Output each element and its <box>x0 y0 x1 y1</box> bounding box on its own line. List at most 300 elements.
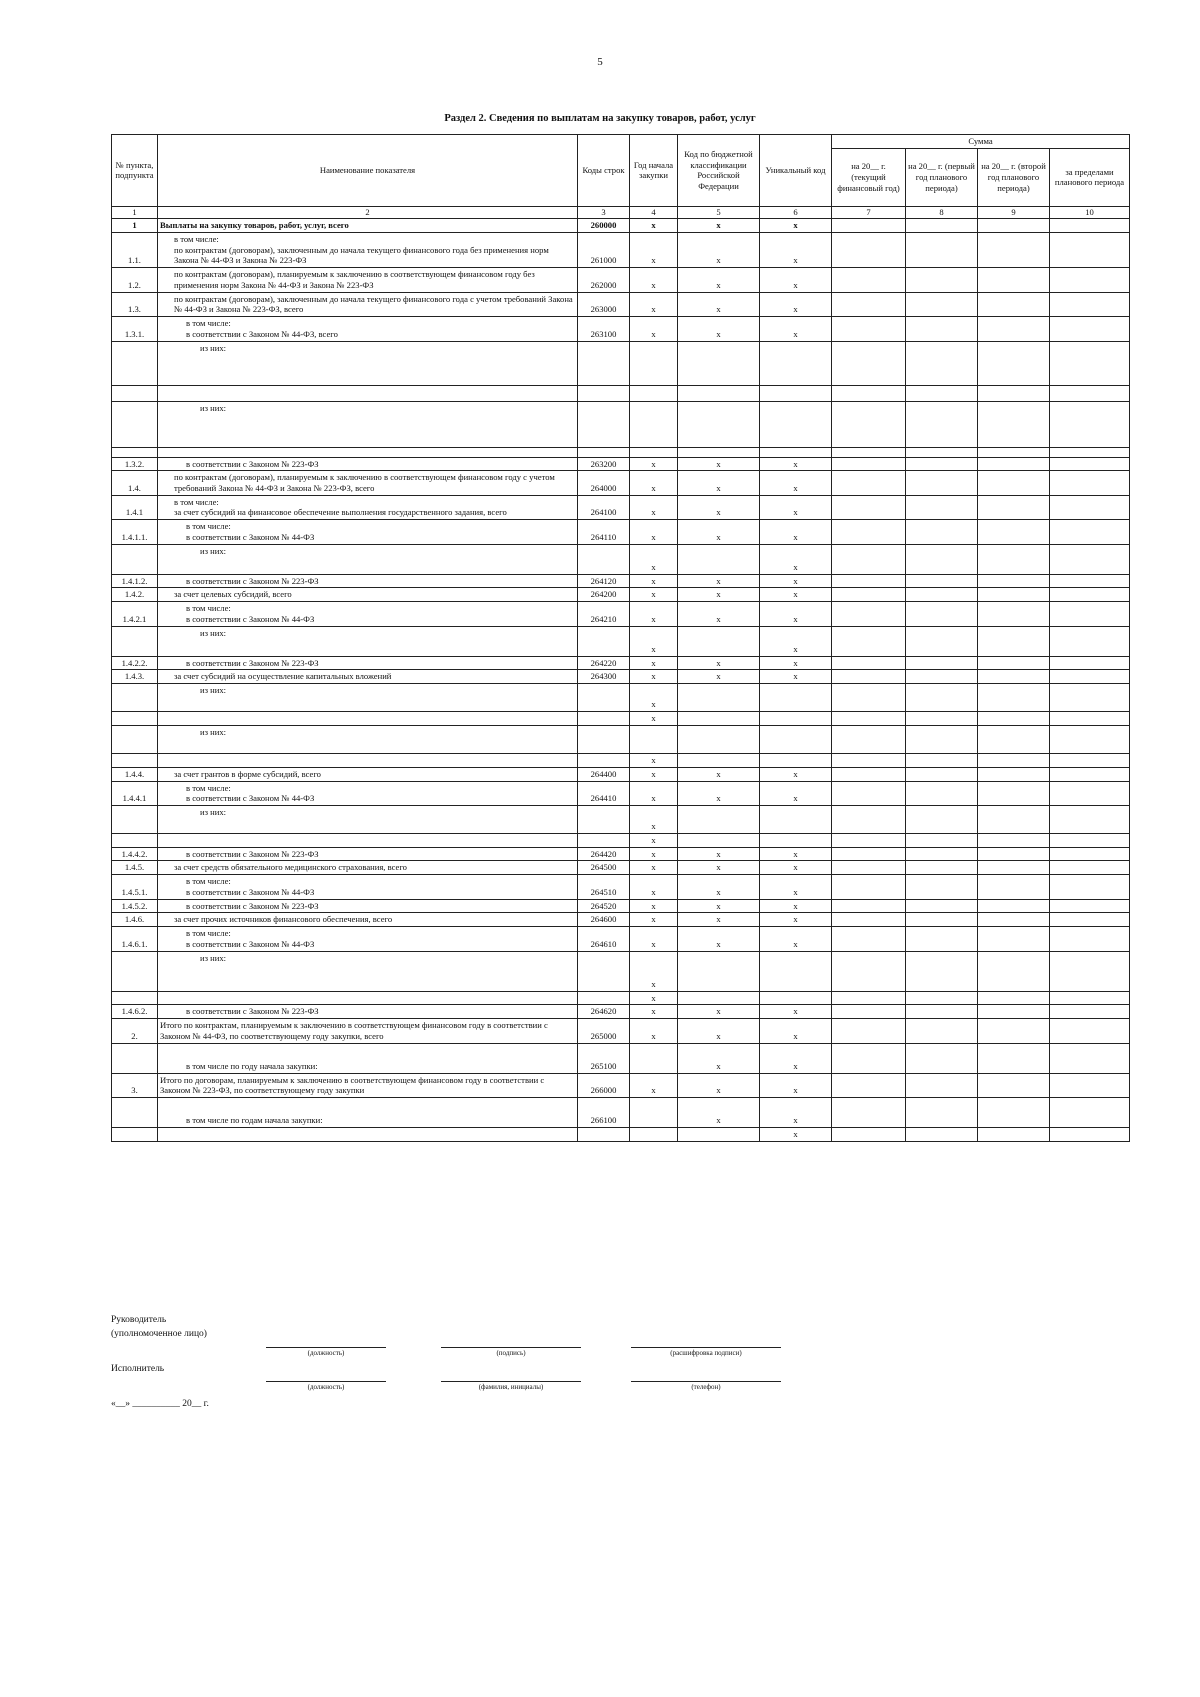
table-row <box>112 1019 1130 1043</box>
cell-budget-code <box>678 401 760 447</box>
cell-start-year <box>630 725 678 753</box>
cell-sum-value <box>978 1019 1050 1043</box>
table-row <box>112 341 1130 385</box>
cell-unique-code <box>760 341 832 385</box>
cell-sum-value <box>906 1098 978 1128</box>
cell-unique-code: x <box>760 656 832 670</box>
cell-indicator-name: в том числе по году начала закупки: <box>158 1043 578 1073</box>
cell-line-code: 265100 <box>578 1043 630 1073</box>
table-row <box>112 684 1130 712</box>
cell-sum-value <box>1050 219 1130 233</box>
cell-budget-code: x <box>678 457 760 471</box>
executor-name-line <box>441 1381 581 1382</box>
cell-item-number: 1.3.1. <box>112 317 158 341</box>
cell-unique-code: x <box>760 544 832 574</box>
decoding-line <box>631 1347 781 1348</box>
cell-sum-value <box>978 471 1050 495</box>
cell-unique-code: x <box>760 602 832 626</box>
table-row <box>112 913 1130 927</box>
cell-indicator-name: по контрактам (договорам), планируемым к заключению в соответствующем финансовом году с учетом требований Закона № 44-ФЗ и Закона № 223-ФЗ, всего <box>158 471 578 495</box>
cell-unique-code: x <box>760 1098 832 1128</box>
table-row <box>112 520 1130 544</box>
cell-line-code: 264000 <box>578 471 630 495</box>
cell-sum-value <box>978 725 1050 753</box>
cell-sum-value <box>1050 875 1130 899</box>
table-row <box>112 626 1130 656</box>
cell-item-number <box>112 725 158 753</box>
cell-budget-code: x <box>678 1098 760 1128</box>
header-budget-classification-code: Код по бюджетной классификации Российской Федерации <box>678 135 760 207</box>
cell-indicator-name: в том числе по годам начала закупки: <box>158 1098 578 1128</box>
cell-line-code <box>578 544 630 574</box>
cell-unique-code: x <box>760 219 832 233</box>
cell-line-code <box>578 1128 630 1142</box>
phone-caption: (телефон) <box>691 1383 721 1391</box>
cell-sum-value <box>906 401 978 447</box>
cell-indicator-name: в том числе: в соответствии с Законом № 44-ФЗ, всего <box>158 317 578 341</box>
table-row <box>112 781 1130 805</box>
cell-start-year: x <box>630 861 678 875</box>
table-row <box>112 656 1130 670</box>
position-line <box>266 1347 386 1348</box>
table-body <box>112 219 1130 1142</box>
cell-start-year: x <box>630 588 678 602</box>
cell-sum-value <box>1050 656 1130 670</box>
cell-indicator-name: в соответствии с Законом № 223-ФЗ <box>158 574 578 588</box>
cell-start-year <box>630 1128 678 1142</box>
cell-budget-code <box>678 712 760 726</box>
cell-unique-code <box>760 753 832 767</box>
cell-sum-value <box>832 457 906 471</box>
cell-sum-value <box>906 544 978 574</box>
cell-sum-value <box>832 712 906 726</box>
cell-indicator-name: в том числе: в соответствии с Законом № 44-ФЗ <box>158 927 578 951</box>
cell-sum-value <box>906 317 978 341</box>
cell-line-code: 264100 <box>578 495 630 519</box>
section-title: Раздел 2. Сведения по выплатам на закупку товаров, работ, услуг <box>444 113 756 124</box>
cell-sum-value <box>978 834 1050 848</box>
cell-sum-value <box>832 495 906 519</box>
cell-sum-value <box>1050 767 1130 781</box>
cell-budget-code <box>678 385 760 401</box>
table-row <box>112 899 1130 913</box>
cell-item-number: 1.4.6.2. <box>112 1005 158 1019</box>
table-row <box>112 875 1130 899</box>
decoding-caption: (расшифровка подписи) <box>670 1349 742 1357</box>
cell-item-number: 1.4.4. <box>112 767 158 781</box>
cell-start-year: x <box>630 847 678 861</box>
cell-sum-value <box>1050 913 1130 927</box>
cell-sum-value <box>1050 520 1130 544</box>
table-row <box>112 991 1130 1005</box>
cell-budget-code <box>678 447 760 457</box>
column-number-row <box>112 206 1130 218</box>
cell-sum-value <box>978 495 1050 519</box>
cell-indicator-name <box>158 447 578 457</box>
cell-unique-code: x <box>760 232 832 267</box>
cell-start-year: x <box>630 1019 678 1043</box>
cell-indicator-name: в соответствии с Законом № 223-ФЗ <box>158 899 578 913</box>
table-row <box>112 1098 1130 1128</box>
cell-item-number: 1.2. <box>112 268 158 292</box>
cell-unique-code: x <box>760 292 832 316</box>
cell-line-code: 265000 <box>578 1019 630 1043</box>
table-row <box>112 670 1130 684</box>
cell-sum-value <box>1050 1073 1130 1097</box>
cell-unique-code: x <box>760 495 832 519</box>
cell-sum-value <box>832 471 906 495</box>
cell-sum-value <box>1050 292 1130 316</box>
cell-sum-value <box>906 1128 978 1142</box>
cell-indicator-name: в том числе: в соответствии с Законом № 44-ФЗ <box>158 520 578 544</box>
column-number: 10 <box>1050 206 1130 218</box>
cell-start-year: x <box>630 875 678 899</box>
cell-start-year <box>630 1043 678 1073</box>
cell-indicator-name: Итого по договорам, планируемым к заключению в соответствующем финансовом году в соответствии с Законом № 223-ФЗ, по соответствующему году закупки <box>158 1073 578 1097</box>
column-number: 8 <box>906 206 978 218</box>
cell-sum-value <box>978 806 1050 834</box>
cell-unique-code <box>760 725 832 753</box>
cell-line-code <box>578 991 630 1005</box>
executor-name-caption: (фамилия, инициалы) <box>478 1383 544 1391</box>
cell-sum-value <box>1050 861 1130 875</box>
column-number: 3 <box>578 206 630 218</box>
cell-line-code: 263100 <box>578 317 630 341</box>
cell-unique-code: x <box>760 317 832 341</box>
cell-item-number <box>112 626 158 656</box>
cell-start-year: x <box>630 457 678 471</box>
cell-sum-value <box>1050 753 1130 767</box>
cell-indicator-name: в том числе: по контрактам (договорам), заключенным до начала текущего финансового года без применения норм Закона № 44-ФЗ и Закона № 223-ФЗ <box>158 232 578 267</box>
cell-sum-value <box>906 626 978 656</box>
cell-budget-code <box>678 684 760 712</box>
cell-start-year: x <box>630 471 678 495</box>
cell-item-number <box>112 991 158 1005</box>
cell-indicator-name: за счет грантов в форме субсидий, всего <box>158 767 578 781</box>
cell-sum-value <box>1050 927 1130 951</box>
cell-sum-value <box>978 574 1050 588</box>
cell-item-number: 2. <box>112 1019 158 1043</box>
cell-sum-value <box>832 834 906 848</box>
cell-line-code: 264210 <box>578 602 630 626</box>
cell-unique-code: x <box>760 1073 832 1097</box>
cell-sum-value <box>1050 588 1130 602</box>
cell-sum-value <box>832 684 906 712</box>
cell-sum-value <box>832 268 906 292</box>
executor-position-line <box>266 1381 386 1382</box>
cell-start-year: x <box>630 544 678 574</box>
cell-unique-code: x <box>760 781 832 805</box>
cell-sum-value <box>906 457 978 471</box>
cell-sum-value <box>832 991 906 1005</box>
cell-line-code <box>578 712 630 726</box>
cell-item-number <box>112 447 158 457</box>
cell-unique-code <box>760 684 832 712</box>
cell-sum-value <box>906 847 978 861</box>
cell-sum-value <box>978 1128 1050 1142</box>
cell-unique-code <box>760 447 832 457</box>
cell-unique-code: x <box>760 899 832 913</box>
cell-budget-code: x <box>678 574 760 588</box>
cell-sum-value <box>906 767 978 781</box>
cell-sum-value <box>832 292 906 316</box>
cell-sum-value <box>906 670 978 684</box>
cell-sum-value <box>832 913 906 927</box>
cell-sum-value <box>832 232 906 267</box>
cell-start-year: x <box>630 232 678 267</box>
cell-line-code: 266100 <box>578 1098 630 1128</box>
table-row <box>112 861 1130 875</box>
cell-sum-value <box>832 544 906 574</box>
header-beyond-plan-period: за пределами планового периода <box>1050 148 1130 206</box>
cell-item-number: 1.4.1 <box>112 495 158 519</box>
cell-line-code <box>578 834 630 848</box>
cell-start-year: x <box>630 712 678 726</box>
cell-item-number: 1.4.6. <box>112 913 158 927</box>
header-first-plan-year: на 20__ г. (первый год планового периода) <box>906 148 978 206</box>
cell-line-code <box>578 684 630 712</box>
table-row <box>112 385 1130 401</box>
cell-start-year: x <box>630 602 678 626</box>
cell-unique-code: x <box>760 861 832 875</box>
head-label: Руководитель <box>111 1315 167 1325</box>
cell-indicator-name: из них: <box>158 951 578 991</box>
phone-line <box>631 1381 781 1382</box>
cell-sum-value <box>906 806 978 834</box>
cell-unique-code: x <box>760 1005 832 1019</box>
cell-sum-value <box>906 1005 978 1019</box>
cell-sum-value <box>906 341 978 385</box>
cell-sum-value <box>906 588 978 602</box>
cell-budget-code: x <box>678 847 760 861</box>
table-row <box>112 767 1130 781</box>
cell-line-code <box>578 401 630 447</box>
cell-sum-value <box>832 899 906 913</box>
table-row <box>112 1073 1130 1097</box>
cell-indicator-name: Выплаты на закупку товаров, работ, услуг, всего <box>158 219 578 233</box>
cell-start-year: x <box>630 753 678 767</box>
cell-unique-code <box>760 806 832 834</box>
table-row <box>112 951 1130 991</box>
table-row <box>112 806 1130 834</box>
cell-budget-code: x <box>678 268 760 292</box>
cell-start-year: x <box>630 520 678 544</box>
cell-line-code: 264500 <box>578 861 630 875</box>
cell-item-number: 1.4.4.2. <box>112 847 158 861</box>
cell-start-year: x <box>630 767 678 781</box>
cell-start-year: x <box>630 317 678 341</box>
table-row <box>112 1005 1130 1019</box>
cell-sum-value <box>906 268 978 292</box>
cell-budget-code: x <box>678 602 760 626</box>
cell-sum-value <box>978 1098 1050 1128</box>
cell-indicator-name: в том числе: в соответствии с Законом № 44-ФЗ <box>158 602 578 626</box>
cell-sum-value <box>906 725 978 753</box>
signature-caption: (подпись) <box>496 1349 526 1357</box>
cell-indicator-name: за счет целевых субсидий, всего <box>158 588 578 602</box>
cell-sum-value <box>906 385 978 401</box>
cell-budget-code: x <box>678 1005 760 1019</box>
table-row <box>112 544 1130 574</box>
head-label-authorized: (уполномоченное лицо) <box>111 1329 207 1339</box>
cell-sum-value <box>1050 268 1130 292</box>
cell-item-number: 1.4.2.1 <box>112 602 158 626</box>
cell-sum-value <box>906 520 978 544</box>
cell-sum-value <box>1050 847 1130 861</box>
executor-position-caption: (должность) <box>307 1383 345 1391</box>
cell-indicator-name: из них: <box>158 684 578 712</box>
cell-sum-value <box>906 1043 978 1073</box>
cell-item-number: 1.4.3. <box>112 670 158 684</box>
cell-sum-value <box>832 1005 906 1019</box>
table-row <box>112 292 1130 316</box>
column-number: 4 <box>630 206 678 218</box>
cell-sum-value <box>906 875 978 899</box>
cell-sum-value <box>978 847 1050 861</box>
cell-sum-value <box>1050 317 1130 341</box>
cell-sum-value <box>978 899 1050 913</box>
cell-start-year: x <box>630 626 678 656</box>
cell-sum-value <box>1050 670 1130 684</box>
cell-sum-value <box>978 447 1050 457</box>
cell-sum-value <box>832 753 906 767</box>
cell-budget-code: x <box>678 1043 760 1073</box>
cell-sum-value <box>832 219 906 233</box>
cell-sum-value <box>1050 457 1130 471</box>
cell-start-year: x <box>630 899 678 913</box>
cell-sum-value <box>832 520 906 544</box>
cell-item-number: 1.1. <box>112 232 158 267</box>
cell-unique-code: x <box>760 588 832 602</box>
cell-sum-value <box>978 1005 1050 1019</box>
cell-item-number: 1.4.2.2. <box>112 656 158 670</box>
cell-sum-value <box>1050 899 1130 913</box>
cell-line-code <box>578 341 630 385</box>
cell-line-code: 264200 <box>578 588 630 602</box>
cell-indicator-name: в том числе: в соответствии с Законом № 44-ФЗ <box>158 781 578 805</box>
cell-sum-value <box>978 219 1050 233</box>
table-row <box>112 317 1130 341</box>
cell-unique-code <box>760 834 832 848</box>
executor-label: Исполнитель <box>111 1364 165 1374</box>
cell-sum-value <box>832 875 906 899</box>
cell-line-code <box>578 385 630 401</box>
cell-sum-value <box>906 219 978 233</box>
cell-budget-code: x <box>678 292 760 316</box>
cell-unique-code: x <box>760 1043 832 1073</box>
cell-sum-value <box>906 712 978 726</box>
cell-item-number <box>112 401 158 447</box>
table-row <box>112 268 1130 292</box>
cell-unique-code: x <box>760 670 832 684</box>
column-number: 9 <box>978 206 1050 218</box>
cell-sum-value <box>832 951 906 991</box>
cell-unique-code: x <box>760 520 832 544</box>
header-indicator-name: Наименование показателя <box>158 135 578 207</box>
cell-sum-value <box>978 544 1050 574</box>
cell-unique-code: x <box>760 913 832 927</box>
table-row <box>112 927 1130 951</box>
cell-budget-code: x <box>678 1073 760 1097</box>
cell-sum-value <box>1050 991 1130 1005</box>
cell-unique-code: x <box>760 927 832 951</box>
cell-budget-code: x <box>678 861 760 875</box>
cell-sum-value <box>1050 341 1130 385</box>
cell-sum-value <box>906 753 978 767</box>
cell-sum-value <box>978 520 1050 544</box>
cell-indicator-name: в соответствии с Законом № 223-ФЗ <box>158 656 578 670</box>
cell-line-code <box>578 447 630 457</box>
cell-sum-value <box>978 457 1050 471</box>
column-number: 5 <box>678 206 760 218</box>
cell-start-year: x <box>630 991 678 1005</box>
cell-sum-value <box>832 725 906 753</box>
table-row <box>112 457 1130 471</box>
cell-line-code: 260000 <box>578 219 630 233</box>
cell-sum-value <box>978 385 1050 401</box>
cell-indicator-name: в том числе: в соответствии с Законом № 44-ФЗ <box>158 875 578 899</box>
date-line: «__» __________ 20__ г. <box>111 1399 209 1409</box>
cell-budget-code <box>678 991 760 1005</box>
cell-sum-value <box>906 292 978 316</box>
cell-line-code: 264420 <box>578 847 630 861</box>
cell-indicator-name: по контрактам (договорам), планируемым к заключению в соответствующем финансовом году без применения норм Закона № 44-ФЗ и Закона № 223-ФЗ <box>158 268 578 292</box>
cell-item-number <box>112 1128 158 1142</box>
cell-item-number <box>112 684 158 712</box>
cell-line-code: 261000 <box>578 232 630 267</box>
cell-start-year: x <box>630 1005 678 1019</box>
table-row <box>112 602 1130 626</box>
cell-sum-value <box>1050 951 1130 991</box>
cell-line-code: 264120 <box>578 574 630 588</box>
cell-sum-value <box>906 471 978 495</box>
table-row <box>112 834 1130 848</box>
cell-sum-value <box>978 875 1050 899</box>
cell-sum-value <box>1050 712 1130 726</box>
position-caption: (должность) <box>307 1349 345 1357</box>
cell-item-number <box>112 712 158 726</box>
cell-sum-value <box>1050 495 1130 519</box>
cell-budget-code <box>678 1128 760 1142</box>
cell-item-number <box>112 385 158 401</box>
cell-sum-value <box>906 834 978 848</box>
cell-start-year: x <box>630 834 678 848</box>
cell-indicator-name <box>158 712 578 726</box>
cell-sum-value <box>978 341 1050 385</box>
cell-sum-value <box>1050 684 1130 712</box>
cell-unique-code: x <box>760 847 832 861</box>
table-row <box>112 1043 1130 1073</box>
cell-sum-value <box>906 951 978 991</box>
table-row <box>112 401 1130 447</box>
cell-indicator-name: в соответствии с Законом № 223-ФЗ <box>158 847 578 861</box>
cell-indicator-name: из них: <box>158 806 578 834</box>
cell-item-number: 3. <box>112 1073 158 1097</box>
cell-sum-value <box>978 602 1050 626</box>
cell-budget-code <box>678 725 760 753</box>
cell-sum-value <box>832 767 906 781</box>
cell-line-code: 263000 <box>578 292 630 316</box>
cell-sum-value <box>906 927 978 951</box>
cell-indicator-name: Итого по контрактам, планируемым к заключению в соответствующем финансовом году в соответствии с Законом № 44-ФЗ, по соответствующему году закупки, всего <box>158 1019 578 1043</box>
cell-sum-value <box>906 684 978 712</box>
cell-budget-code: x <box>678 781 760 805</box>
cell-budget-code: x <box>678 471 760 495</box>
cell-sum-value <box>978 317 1050 341</box>
cell-start-year: x <box>630 574 678 588</box>
cell-sum-value <box>832 1019 906 1043</box>
cell-budget-code <box>678 753 760 767</box>
